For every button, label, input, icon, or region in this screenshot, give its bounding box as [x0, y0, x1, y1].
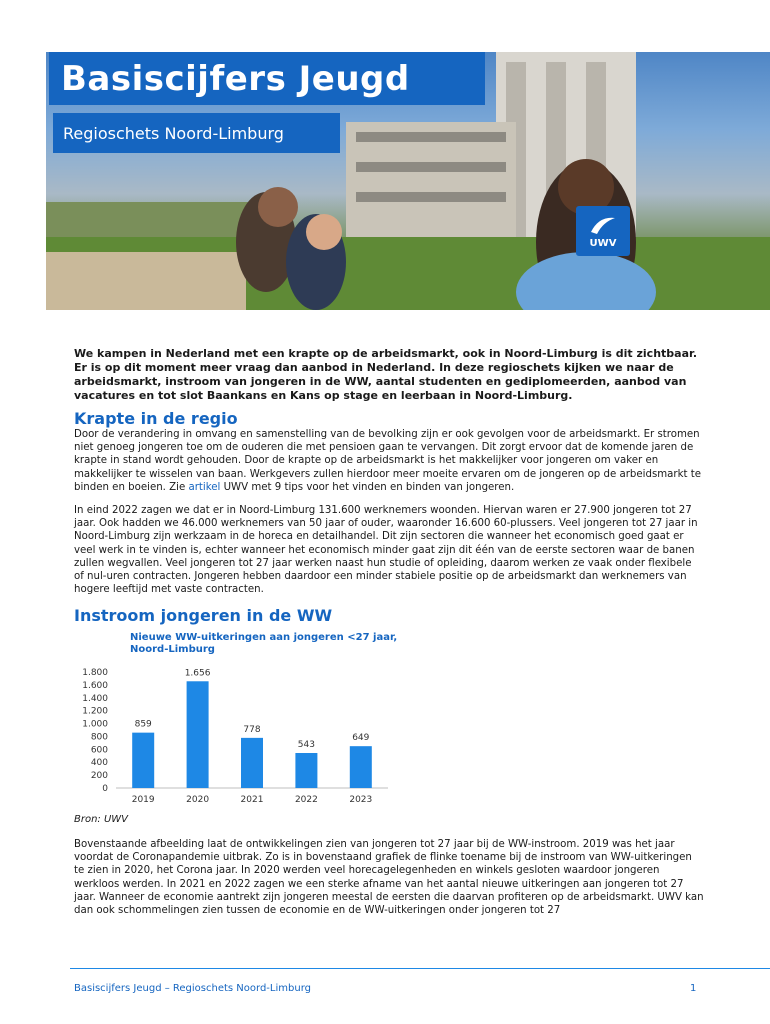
x-tick-label-2021: 2021: [240, 795, 264, 805]
bar-2021: [241, 738, 263, 788]
uwv-logo: [576, 206, 630, 256]
y-tick-label: 200: [90, 771, 108, 782]
x-tick-label-2020: 2020: [186, 795, 210, 805]
y-tick-label: 1.800: [82, 668, 108, 678]
data-label-2019: 859: [134, 719, 152, 730]
bar-2022: [295, 753, 317, 788]
krapte-paragraph-1: [74, 428, 704, 494]
section-heading-krapte: Krapte in de regio: [74, 409, 238, 428]
y-tick-label: 1.400: [82, 693, 108, 704]
chart-svg: [72, 628, 392, 818]
chart-title: Nieuwe WW-uitkeringen aan jongeren <27 jaar, Noord-Limburg: [130, 632, 398, 655]
bar-2023: [350, 746, 372, 788]
y-tick-label: 600: [90, 745, 108, 756]
page-number: 1: [690, 983, 697, 994]
para-text: Door de verandering in omvang en samenstelling van de bevolking zijn er ook gevolgen voor de arbeidsmarkt. Er stromen niet genoeg jongeren toe om de ouderen die met pensioen gaan te vervangen. Dit zorgt ervoor dat de komende jaren de krapte in stand wordt gehouden. Door de krapte op de arbeidsmarkt is het makkelijker voor jongeren om vaker en makkelijker te wisselen van baan. Werkgevers zullen hierdoor meer moeite ervaren om de jongeren op de arbeidsmarkt te binden en boeien. Zie: [74, 429, 702, 493]
page-subtitle: Regioschets Noord-Limburg: [63, 123, 284, 143]
artikel-link[interactable]: artikel: [188, 481, 221, 493]
x-tick-label-2023: 2023: [349, 795, 373, 805]
footer-divider: [70, 968, 770, 969]
source-note: Bron: UWV: [74, 814, 129, 825]
logo-text: UWV: [589, 237, 617, 249]
data-label-2020: 1.656: [184, 668, 211, 679]
instroom-paragraph: Bovenstaande afbeelding laat de ontwikkelingen zien van jongeren tot 27 jaar bij de WW-instroom. 2019 was het jaar voordat de Coronapandemie uitbrak. Zo is in bovenstaand grafiek de flinke toename bij de instroom van WW-uitkeringen te zien in 2020, het Corona jaar. In 2020 werden veel horecagelegenheden en winkels gesloten waardoor jongeren werkloos werden. In 2021 en 2022 zagen we een sterke afname van het aantal nieuwe uitkeringen aan jongeren tot 27 jaar. Wanneer de economie aantrekt zijn jongeren meestal de eersten die daarvan profiteren op de arbeidsmarkt. UWV kan dan ook schommelingen zien tussen de economie en de WW-uitkeringen onder jongeren tot 27: [74, 839, 704, 917]
y-tick-label: 800: [90, 732, 108, 743]
hero-image: [46, 52, 770, 310]
y-tick-label: 0: [102, 784, 108, 794]
bar-2019: [132, 733, 154, 788]
krapte-paragraph-2: In eind 2022 zagen we dat er in Noord-Limburg 131.600 werknemers woonden. Hiervan waren er 27.900 jongeren tot 27 jaar. Ook hadden we 46.000 werknemers van 50 jaar of ouder, waaronder 16.600 60-plussers. Veel jongeren tot 27 jaar in Noord-Limburg zijn werkzaam in de horeca en detailhandel. Dit zijn sectoren die wanneer het economisch goed gaat er veel werk in te vinden is, echter wanneer het economisch minder gaat zijn dit één van de eerste sectoren waar de banen zullen wegvallen. Veel jongeren tot 27 jaar werken naast hun studie of opleiding, daarom werken ze vaak onder flexibele of nul-uren contracten. Jongeren hebben daardoor een minder stabiele positie op de arbeidsmarkt dan werknemers van hogere leeftijd met vaste contracten.: [74, 505, 698, 596]
para-text: UWV met 9 tips voor het vinden en binden van jongeren.: [220, 481, 515, 493]
bar-2020: [187, 681, 209, 788]
page-title: Basiscijfers Jeugd: [61, 58, 410, 99]
x-tick-label-2019: 2019: [131, 795, 155, 805]
data-label-2023: 649: [352, 733, 370, 744]
uwv-swoosh-icon: [589, 214, 617, 236]
title-banner: [49, 52, 485, 105]
ww-chart: [72, 628, 398, 818]
y-tick-label: 1.600: [82, 680, 108, 691]
data-label-2021: 778: [243, 724, 261, 735]
y-tick-label: 1.000: [82, 719, 108, 730]
intro-text: We kampen in Nederland met een krapte op de arbeidsmarkt, ook in Noord-Limburg is dit zichtbaar. Er is op dit moment meer vraag dan aanbod in Nederland. In deze regioschets kijken we naar de arbeidsmarkt, instroom van jongeren in de WW, aantal studenten en gediplomeerden, aanbod van vacatures en tot slot Baankans en Kans op stage en leerbaan in Noord-Limburg.: [74, 347, 698, 402]
data-label-2022: 543: [297, 740, 315, 751]
footer-text: Basiscijfers Jeugd – Regioschets Noord-Limburg: [74, 983, 311, 994]
subtitle-banner: [53, 113, 340, 153]
x-tick-label-2022: 2022: [294, 795, 318, 805]
y-tick-label: 1.200: [82, 706, 108, 717]
section-heading-instroom: Instroom jongeren in de WW: [74, 606, 333, 625]
y-tick-label: 400: [90, 758, 108, 769]
